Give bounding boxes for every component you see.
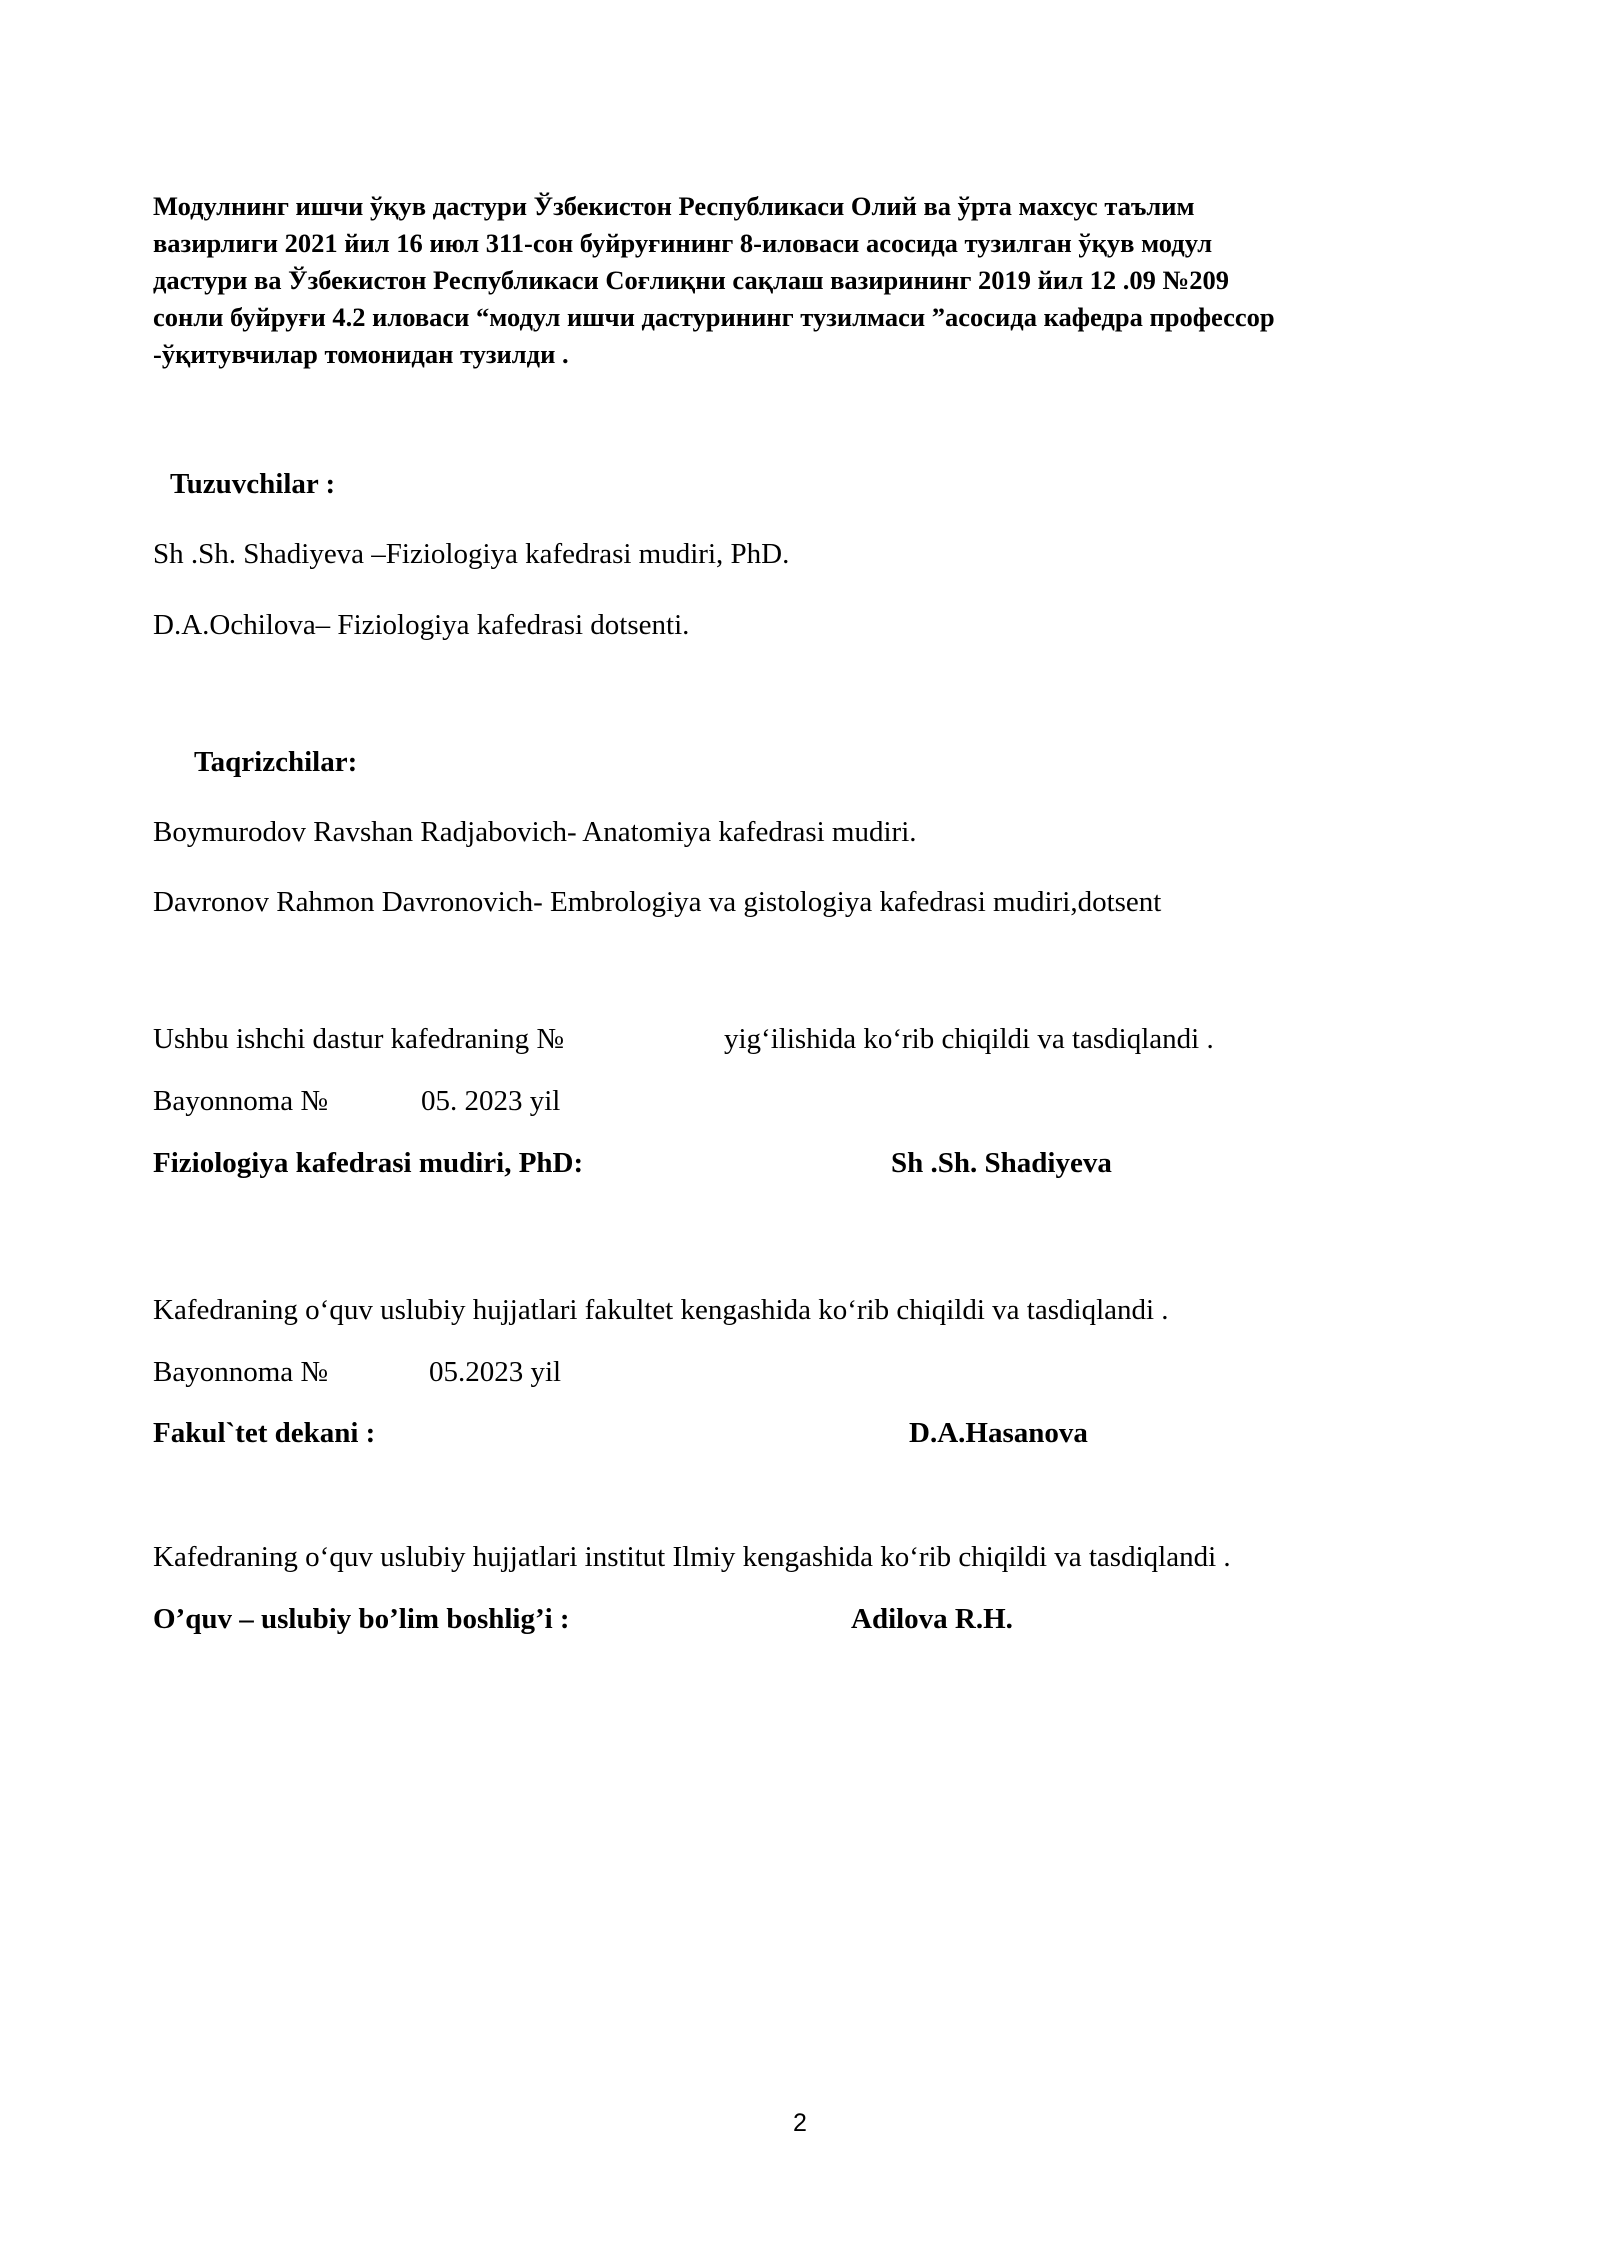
faculty-dean-title: Fakul`tet dekani : [153,1417,376,1449]
compiler-item: Sh .Sh. Shadiyeva –Fiziologiya kafedrasi mudiri, PhD. [153,538,790,570]
intro-paragraph [153,188,1453,373]
faculty-protocol-label: Bayonnoma № [153,1356,329,1388]
intro-line: вазирлиги 2021 йил 16 июл 311-сон буйруғининг 8-иловаси асосида тузилган ўқув модул [153,228,1213,258]
faculty-approval: Kafedraning o‘quv uslubiy hujjatlari fakultet kengashida ko‘rib chiqildi va tasdiqlandi . [153,1294,1169,1326]
reviewers-heading: Taqrizchilar: [194,746,358,778]
institute-head-title: O’quv – uslubiy bo’lim boshlig’i : [153,1603,570,1635]
department-head-title: Fiziologiya kafedrasi mudiri, PhD: [153,1147,584,1179]
department-protocol-label: Bayonnoma № [153,1085,329,1117]
faculty-dean-name: D.A.Hasanova [909,1417,1088,1449]
department-approval-right: yig‘ilishida ko‘rib chiqildi va tasdiqlandi . [724,1023,1214,1055]
page-number: 2 [793,2109,807,2137]
faculty-protocol-date: 05.2023 yil [429,1356,562,1388]
institute-approval: Kafedraning o‘quv uslubiy hujjatlari institut Ilmiy kengashida ko‘rib chiqildi va tasdiqlandi . [153,1541,1231,1573]
intro-line: Модулнинг ишчи ўқув дастури Ўзбекистон Республикаси Олий ва ўрта махсус таълим [153,191,1195,221]
compilers-heading: Tuzuvchilar : [170,468,336,500]
compiler-item: D.A.Ochilova– Fiziologiya kafedrasi dotsenti. [153,609,690,641]
intro-line: дастури ва Ўзбекистон Республикаси Соғлиқни сақлаш вазирининг 2019 йил 12 .09 №209 [153,265,1229,295]
department-approval-left: Ushbu ishchi dastur kafedraning № [153,1023,565,1055]
intro-line: сонли буйруғи 4.2 иловаси “модул ишчи дастурининг тузилмаси ”асосида кафедра профессор [153,302,1275,332]
reviewer-item: Davronov Rahmon Davronovich- Embrologiya va gistologiya kafedrasi mudiri,dotsent [153,886,1162,918]
reviewer-item: Boymurodov Ravshan Radjabovich- Anatomiya kafedrasi mudiri. [153,816,917,848]
department-protocol-date: 05. 2023 yil [421,1085,561,1117]
department-head-name: Sh .Sh. Shadiyeva [891,1147,1112,1179]
intro-line: -ўқитувчилар томонидан тузилди . [153,339,569,369]
institute-head-name: Adilova R.H. [851,1603,1013,1635]
